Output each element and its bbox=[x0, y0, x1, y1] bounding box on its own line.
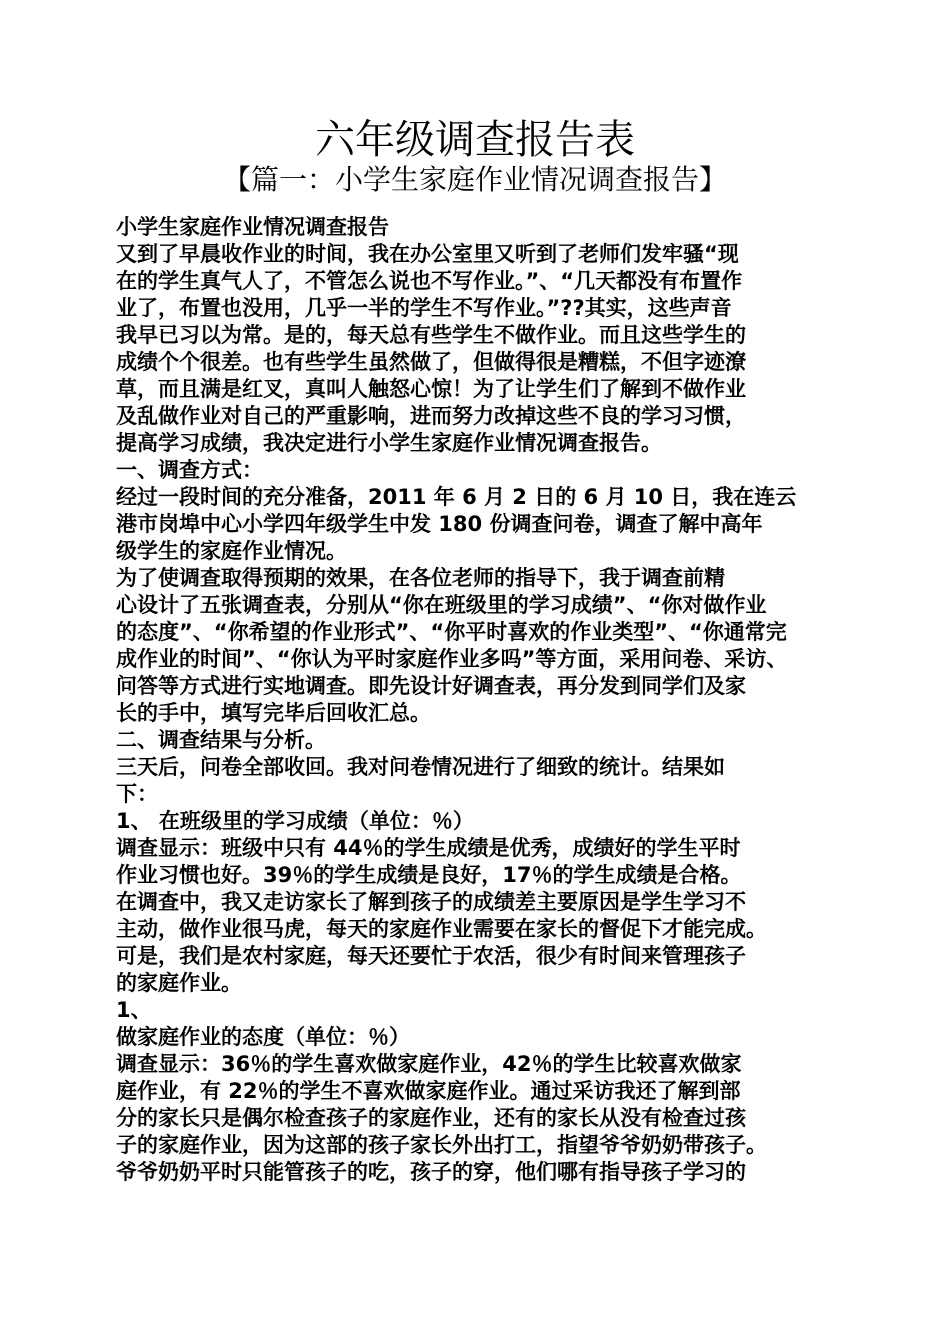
text-line: 一、调查方式： bbox=[116, 458, 263, 482]
text-line: 港市岗埠中心小学四年级学生中发 180 份调查问卷，调查了解中高年 bbox=[116, 512, 763, 536]
text-line: 成作业的时间”、“你认为平时家庭作业多吗”等方面，采用问卷、采访、 bbox=[116, 647, 788, 671]
document-subtitle: 【篇一：小学生家庭作业情况调查报告】 bbox=[222, 163, 727, 196]
text-line: 可是，我们是农村家庭，每天还要忙于农活，很少有时间来管理孩子 bbox=[116, 944, 746, 968]
text-line: 我早已习以为常。是的，每天总有些学生不做作业。而且这些学生的 bbox=[116, 323, 746, 347]
text-line: 的态度”、“你希望的作业形式”、“你平时喜欢的作业类型”、“你通常完 bbox=[116, 620, 787, 644]
text-line: 小学生家庭作业情况调查报告 bbox=[116, 215, 389, 239]
text-line: 庭作业，有 22％的学生不喜欢做家庭作业。通过采访我还了解到部 bbox=[116, 1079, 741, 1103]
text-line: 子的家庭作业，因为这部的孩子家长外出打工，指望爷爷奶奶带孩子。 bbox=[116, 1133, 767, 1157]
text-line: 在的学生真气人了，不管怎么说也不写作业。”、“几天都没有布置作 bbox=[116, 269, 743, 293]
text-line: 分的家长只是偶尔检查孩子的家庭作业，还有的家长从没有检查过孩 bbox=[116, 1106, 746, 1130]
text-line: 主动，做作业很马虎，每天的家庭作业需要在家长的督促下才能完成。 bbox=[116, 917, 767, 941]
text-line: 问答等方式进行实地调查。即先设计好调查表，再分发到同学们及家 bbox=[116, 674, 746, 698]
text-line: 成绩个个很差。也有些学生虽然做了，但做得很是糟糕，不但字迹潦 bbox=[116, 350, 746, 374]
text-line: 下： bbox=[116, 782, 158, 806]
text-line: 在调查中，我又走访家长了解到孩子的成绩差主要原因是学生学习不 bbox=[116, 890, 746, 914]
text-line: 提高学习成绩，我决定进行小学生家庭作业情况调查报告。 bbox=[116, 431, 662, 455]
document-title: 六年级调查报告表 bbox=[315, 117, 635, 163]
text-line: 级学生的家庭作业情况。 bbox=[116, 539, 347, 563]
text-line: 1、 bbox=[116, 998, 152, 1022]
text-line: 调查显示：班级中只有 44％的学生成绩是优秀，成绩好的学生平时 bbox=[116, 836, 741, 860]
text-line: 做家庭作业的态度（单位：％） bbox=[116, 1025, 410, 1049]
text-line: 为了使调查取得预期的效果，在各位老师的指导下，我于调查前精 bbox=[116, 566, 725, 590]
text-line: 又到了早晨收作业的时间，我在办公室里又听到了老师们发牢骚“现 bbox=[116, 242, 739, 266]
text-line: 三天后，问卷全部收回。我对问卷情况进行了细致的统计。结果如 bbox=[116, 755, 725, 779]
text-line: 调查显示：36％的学生喜欢做家庭作业，42％的学生比较喜欢做家 bbox=[116, 1052, 742, 1076]
text-line: 及乱做作业对自己的严重影响，进而努力改掉这些不良的学习习惯， bbox=[116, 404, 746, 428]
text-line: 1、 在班级里的学习成绩（单位：％） bbox=[116, 809, 474, 833]
text-line: 长的手中，填写完毕后回收汇总。 bbox=[116, 701, 431, 725]
text-line: 心设计了五张调查表，分别从“你在班级里的学习成绩”、“你对做作业 bbox=[116, 593, 767, 617]
text-line: 经过一段时间的充分准备，2011 年 6 月 2 日的 6 月 10 日，我在连云 bbox=[116, 485, 797, 509]
text-line: 爷爷奶奶平时只能管孩子的吃，孩子的穿，他们哪有指导孩子学习的 bbox=[116, 1160, 746, 1184]
document-body bbox=[116, 214, 844, 1186]
text-line: 的家庭作业。 bbox=[116, 971, 242, 995]
text-line: 草，而且满是红叉，真叫人触怒心惊！为了让学生们了解到不做作业 bbox=[116, 377, 746, 401]
text-line: 二、调查结果与分析。 bbox=[116, 728, 326, 752]
text-line: 业了，布置也没用，几乎一半的学生不写作业。”??其实，这些声音 bbox=[116, 296, 732, 320]
text-line: 作业习惯也好。39％的学生成绩是良好，17％的学生成绩是合格。 bbox=[116, 863, 742, 887]
